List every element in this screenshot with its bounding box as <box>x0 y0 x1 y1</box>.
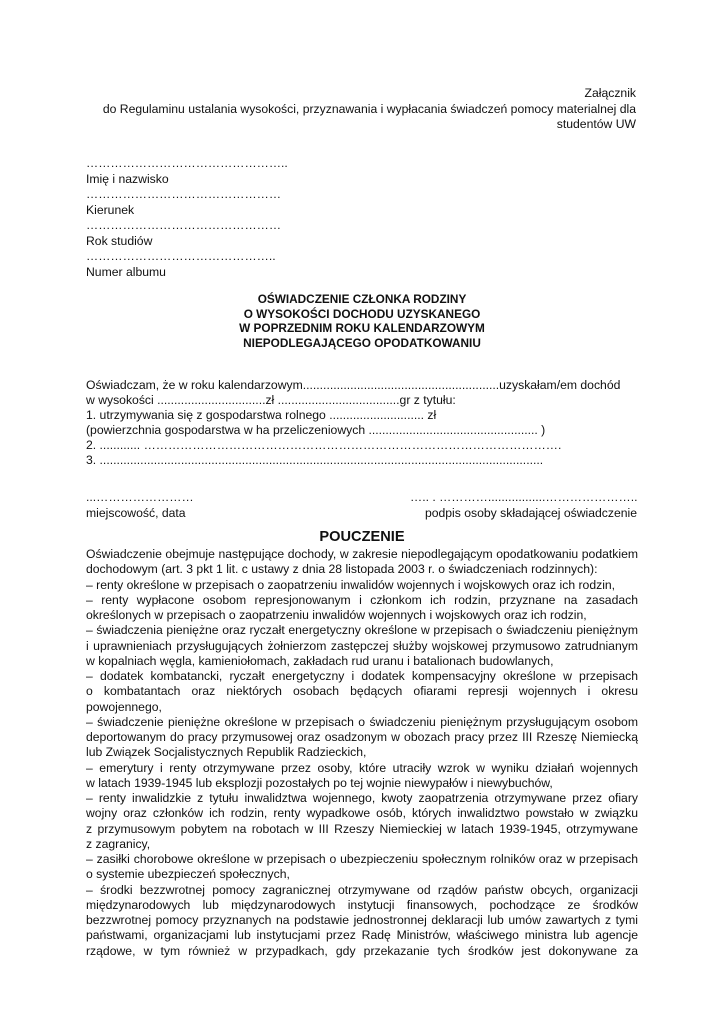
pouczenie-line: międzynarodowych lub międzynarodowych instytucji finansowych, pochodzące ze środków <box>86 897 638 912</box>
place-date-label: miejscowość, data <box>86 506 186 520</box>
title-line-3: W POPRZEDNIM ROKU KALENDARZOWYM <box>239 321 485 335</box>
pouczenie-line: – renty inwalidzkie z tytułu inwalidztwa wojennego, kwoty zaopatrzenia otrzymywane przez ofiary <box>86 791 638 805</box>
pouczenie-line: Oświadczenie obejmuje następujące dochody, w zakresie niepodlegającym opodatkowaniu podatkiem <box>86 547 638 561</box>
declaration-line-1: Oświadczam, że w roku kalendarzowym..........................................................uzyskałam/em dochód <box>86 378 621 392</box>
attachment-line-1: Załącznik <box>584 86 636 100</box>
pouczenie-line: wojny oraz członków ich rodzin, renty wypadkowe osób, których inwalidztwo powstało w związku <box>86 806 638 821</box>
pouczenie-line: o kombatantach oraz niektórych osobach będących ofiarami represji wojennych i okresu <box>86 684 638 699</box>
pouczenie-line: określonych w przepisach o zaopatrzeniu inwalidów wojennych i wojskowych oraz ich rodzin, <box>86 608 587 622</box>
place-date-dots[interactable]: ...…………………… <box>86 490 194 504</box>
pouczenie-line: deportowanym do pracy przymusowej oraz osadzonym w obozach pracy przez III Rzeszę Niemiecką <box>86 730 638 744</box>
title-line-1: OŚWIADCZENIE CZŁONKA RODZINY <box>257 292 467 306</box>
pouczenie-line: dochodowym (art. 3 pkt 1 lit. c ustawy z dnia 28 listopada 2003 r. o świadczeniach rodzinnych): <box>86 562 598 577</box>
name-field-dots[interactable]: ………………………………………….. <box>86 156 288 170</box>
year-field-dots[interactable]: ………………………………………… <box>86 218 281 232</box>
student-fields <box>86 156 386 280</box>
pouczenie-heading: POUCZENIE <box>319 529 405 545</box>
pouczenie-line: – renty wypłacone osobom represjonowanym i członkom ich rodzin, przyznane na zasadach <box>86 592 638 607</box>
signature-label: podpis osoby składającej oświadczenie <box>424 506 637 520</box>
name-field-label: Imię i nazwisko <box>86 171 169 186</box>
album-field-label: Numer albumu <box>86 264 166 279</box>
pouczenie-line: – dodatek kombatancki, ryczałt energetyczny i dodatek kompensacyjny określone w przepisach <box>86 669 638 683</box>
pouczenie-line: rządowe, w tym również w przypadkach, gdy przekazanie tych środków jest dokonywane za <box>86 943 638 958</box>
pouczenie-line: o systemie ubezpieczeń społecznych, <box>86 867 290 882</box>
major-field-dots[interactable]: ………………………………………… <box>86 187 281 201</box>
attachment-line-3: studentów UW <box>556 117 636 131</box>
year-field-label: Rok studiów <box>86 233 153 248</box>
attachment-line-2: do Regulaminu ustalania wysokości, przyznawania i wypłacania świadczeń pomocy materialnej dla <box>102 101 636 116</box>
attachment-note <box>76 86 636 133</box>
pouczenie-line: – zasiłki chorobowe określone w przepisach o ubezpieczeniu społecznym rolników oraz w przepisach <box>86 852 638 866</box>
pouczenie-line: – emerytury i renty otrzymywane przez osoby, które utraciły wzrok w wyniku działań wojennych <box>86 760 638 775</box>
pouczenie-line: – środki bezzwrotnej pomocy zagranicznej otrzymywane od rządów państw obcych, organizacji <box>86 882 638 897</box>
pouczenie-line: powojennego, <box>86 699 162 714</box>
pouczenie-line: lub Związek Socjalistycznych Republik Radzieckich, <box>86 745 367 760</box>
declaration-line-2: w wysokości ................................zł ....................................gr z tytułu: <box>86 393 456 407</box>
major-field-label: Kierunek <box>86 202 135 217</box>
title-line-2: O WYSOKOŚCI DOCHODU UZYSKANEGO <box>243 306 481 321</box>
signature-dots[interactable]: ….. . ………….................………………….. <box>410 490 638 504</box>
title-line-4: NIEPODLEGAJĄCEGO OPODATKOWANIU <box>243 335 481 350</box>
pouczenie-line: w kopalniach węgla, kamieniołomach, zakładach rud uranu i batalionach budowlanych, <box>86 653 554 668</box>
declaration-block <box>86 378 646 468</box>
pouczenie-line: bezzwrotnej pomocy przyznanych na podstawie jednostronnej deklaracji lub umów zawartych z tymi <box>86 913 638 927</box>
declaration-line-5: 2. ............ …………………………………………………………………………………………. <box>86 438 562 452</box>
pouczenie-line: z zagranicy, <box>86 836 151 851</box>
pouczenie-line: – świadczenia pieniężne oraz ryczałt energetyczny określone w przepisach o świadczeniu pieniężnym <box>86 623 638 638</box>
declaration-line-3: 1. utrzymywania się z gospodarstwa rolnego ............................ zł <box>86 408 437 422</box>
pouczenie-line: z przymusowym pobytem na robotach w III Rzeszy Niemieckiej w latach 1939-1945, otrzymywane <box>86 821 638 836</box>
pouczenie-line: – renty określone w przepisach o zaopatrzeniu inwalidów wojennych i wojskowych oraz ich rodzin, <box>86 577 616 592</box>
pouczenie-line: państwami, organizacjami lub instytucjami przez Radę Ministrów, właściwego ministra lub agencje <box>86 928 638 943</box>
declaration-line-6: 3. ................................................................................................................................... <box>86 453 544 467</box>
pouczenie-body <box>86 547 638 959</box>
pouczenie-line: – świadczenie pieniężne określone w przepisach o świadczeniu pieniężnym przysługującym osobom <box>86 714 638 729</box>
declaration-line-4: (powierzchnia gospodarstwa w ha przeliczeniowych .................................................. ) <box>86 423 546 437</box>
album-field-dots[interactable]: ……………………………………….. <box>86 249 276 263</box>
pouczenie-line: w latach 1939-1945 lub eksplozji pozostałych po tej wojnie niewypałów i niewybuchów, <box>86 775 553 790</box>
document-title <box>86 292 638 350</box>
pouczenie-line: i uprawnieniach przysługujących żołnierzom zastępczej służby wojskowej przymusowo zatrudnianym <box>86 638 638 653</box>
